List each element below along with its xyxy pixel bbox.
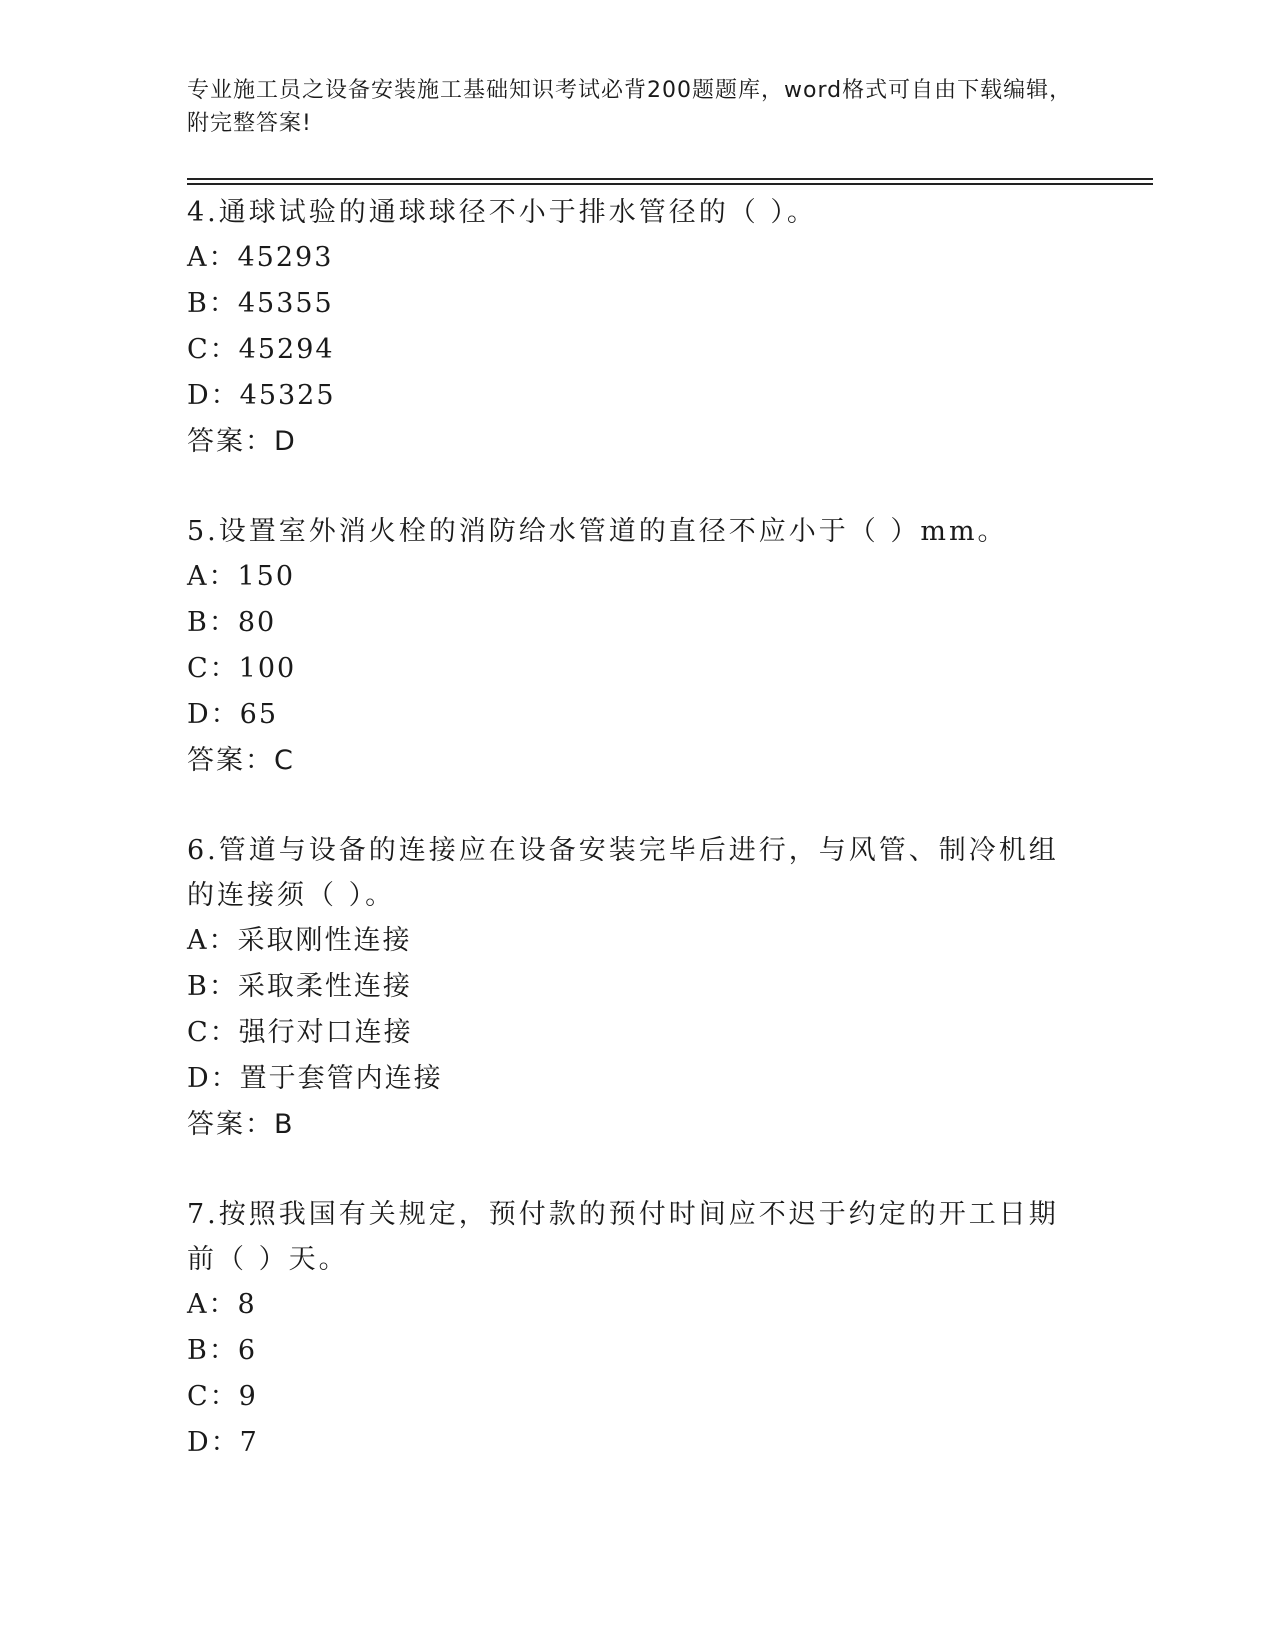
question-5	[187, 509, 1087, 784]
option-d: D：置于套管内连接	[187, 1063, 443, 1094]
option-d: D：7	[187, 1427, 259, 1458]
question-stem: 4.通球试验的通球球径不小于排水管径的（ ）。	[187, 197, 817, 228]
question-list	[187, 190, 1087, 1466]
option-c: C：强行对口连接	[187, 1017, 413, 1048]
question-stem: 7.按照我国有关规定，预付款的预付时间应不迟于约定的开工日期前（ ）天。	[187, 1199, 1059, 1275]
option-b: B：6	[187, 1335, 258, 1366]
answer-line: 答案：C	[187, 745, 295, 776]
answer-line: 答案：B	[187, 1109, 295, 1140]
question-6	[187, 828, 1087, 1148]
option-a: A：45293	[187, 242, 334, 273]
option-b: B：采取柔性连接	[187, 971, 412, 1002]
option-a: A：150	[187, 561, 296, 592]
question-4	[187, 190, 1087, 465]
header-divider-bottom	[187, 183, 1153, 185]
option-a: A：采取刚性连接	[187, 925, 412, 956]
document-header: 专业施工员之设备安装施工基础知识考试必背200题题库，word格式可自由下载编辑，附完整答案!	[187, 78, 1073, 136]
question-7	[187, 1192, 1087, 1466]
option-b: B：45355	[187, 288, 334, 319]
option-d: D：45325	[187, 380, 336, 411]
header-divider-top	[187, 178, 1153, 180]
option-c: C：100	[187, 653, 297, 684]
answer-line: 答案：D	[187, 426, 297, 457]
option-c: C：9	[187, 1381, 258, 1412]
question-stem: 6.管道与设备的连接应在设备安装完毕后进行，与风管、制冷机组的连接须（ ）。	[187, 835, 1059, 911]
option-c: C：45294	[187, 334, 335, 365]
option-a: A：8	[187, 1289, 257, 1320]
question-stem: 5.设置室外消火栓的消防给水管道的直径不应小于（ ）mm。	[187, 516, 1008, 547]
option-b: B：80	[187, 607, 277, 638]
option-d: D：65	[187, 699, 279, 730]
